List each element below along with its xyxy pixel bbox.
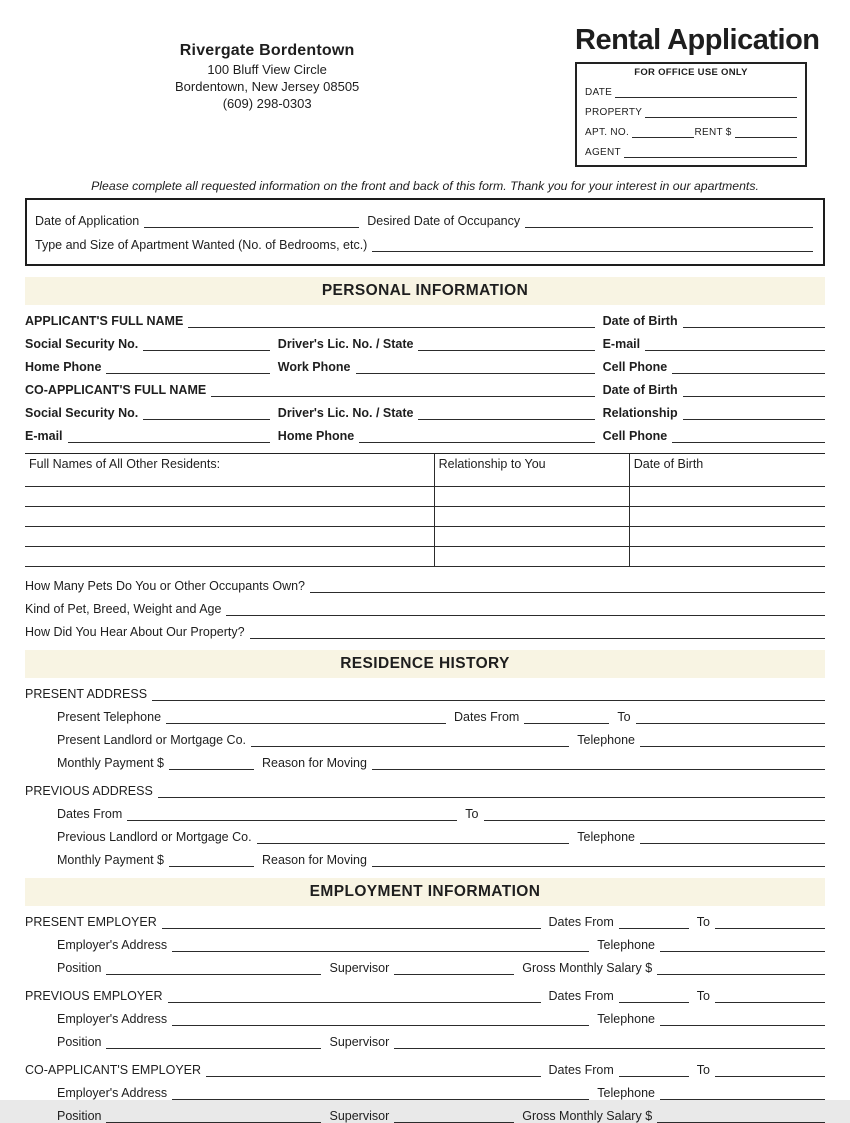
coapplicant-employer-address-row	[25, 1086, 825, 1100]
present-reason-label: Reason for Moving	[262, 756, 367, 770]
previous-employer-dates-from-input[interactable]	[619, 991, 689, 1003]
section-employment-information: EMPLOYMENT INFORMATION	[25, 878, 825, 906]
present-position-row	[25, 961, 825, 975]
applicant-ssn-label: Social Security No.	[25, 337, 139, 351]
pets-count-row	[25, 579, 825, 593]
pets-kind-row	[25, 602, 825, 616]
applicant-email-input[interactable]	[645, 339, 825, 351]
previous-employer-to-input[interactable]	[715, 991, 825, 1003]
office-rent-label: RENT $	[694, 127, 732, 138]
present-employer-address-input[interactable]	[172, 940, 589, 952]
present-employer-to-input[interactable]	[715, 917, 825, 929]
coapplicant-ids-row	[25, 406, 825, 420]
property-address-line1: 100 Bluff View Circle	[207, 62, 327, 77]
previous-employer-row	[25, 989, 825, 1003]
applicant-dob-input[interactable]	[683, 316, 825, 328]
present-dates-from-input[interactable]	[524, 712, 609, 724]
heard-about-row	[25, 625, 825, 639]
coapplicant-supervisor-label: Supervisor	[329, 1109, 390, 1123]
resident-name-cell[interactable]	[25, 547, 435, 567]
coapplicant-relationship-label: Relationship	[602, 406, 678, 420]
previous-landlord-telephone-label: Telephone	[577, 830, 635, 844]
previous-dates-to-label: To	[465, 807, 479, 821]
coapplicant-ssn-label: Social Security No.	[25, 406, 139, 420]
present-dates-to-input[interactable]	[636, 712, 825, 724]
coapplicant-email-label: E-mail	[25, 429, 63, 443]
present-employer-row	[25, 915, 825, 929]
applicant-email-label: E-mail	[602, 337, 641, 351]
date-of-application-label: Date of Application	[35, 214, 140, 228]
present-telephone-input[interactable]	[166, 712, 446, 724]
present-gross-salary-input[interactable]	[657, 963, 825, 975]
coapplicant-license-input[interactable]	[418, 408, 594, 420]
present-position-label: Position	[57, 961, 102, 975]
office-apt-no-input[interactable]	[632, 126, 694, 138]
office-agent-input[interactable]	[624, 146, 797, 158]
coapplicant-name-row	[25, 383, 825, 397]
application-date-row	[35, 214, 813, 228]
previous-employer-telephone-input[interactable]	[660, 1014, 825, 1026]
coapplicant-supervisor-input[interactable]	[394, 1111, 514, 1123]
apartment-type-row	[35, 238, 813, 252]
previous-position-row	[25, 1035, 825, 1049]
office-rent-input[interactable]	[735, 126, 797, 138]
applicant-home-phone-label: Home Phone	[25, 360, 102, 374]
coapplicant-employer-telephone-input[interactable]	[660, 1088, 825, 1100]
desired-date-label: Desired Date of Occupancy	[367, 214, 521, 228]
coapplicant-email-input[interactable]	[68, 431, 270, 443]
office-apt-rent-row	[585, 126, 797, 138]
office-agent-label: AGENT	[585, 147, 621, 158]
present-employer-input[interactable]	[162, 917, 541, 929]
previous-employer-address-label: Employer's Address	[57, 1012, 168, 1026]
present-landlord-row	[25, 733, 825, 747]
present-employer-label: PRESENT EMPLOYER	[25, 915, 157, 929]
coapplicant-gross-salary-input[interactable]	[657, 1111, 825, 1123]
application-summary-box	[25, 198, 825, 266]
resident-name-cell[interactable]	[25, 527, 435, 547]
office-date-input[interactable]	[615, 86, 797, 98]
present-employer-telephone-label: Telephone	[597, 938, 655, 952]
pets-kind-label: Kind of Pet, Breed, Weight and Age	[25, 602, 222, 616]
applicant-full-name-input[interactable]	[188, 316, 594, 328]
coapplicant-ssn-input[interactable]	[143, 408, 270, 420]
section-residence-history: RESIDENCE HISTORY	[25, 650, 825, 678]
coapplicant-position-label: Position	[57, 1109, 102, 1123]
resident-relationship-cell[interactable]	[435, 507, 630, 527]
applicant-cell-phone-input[interactable]	[672, 362, 825, 374]
present-employer-dates-from-input[interactable]	[619, 917, 689, 929]
pets-count-input[interactable]	[310, 581, 825, 593]
coapplicant-license-label: Driver's Lic. No. / State	[277, 406, 414, 420]
applicant-license-label: Driver's Lic. No. / State	[277, 337, 414, 351]
applicant-work-phone-input[interactable]	[356, 362, 595, 374]
resident-dob-cell[interactable]	[630, 507, 825, 527]
previous-employer-address-row	[25, 1012, 825, 1026]
previous-dates-row	[25, 807, 825, 821]
coapplicant-full-name-label: CO-APPLICANT'S FULL NAME	[25, 383, 207, 397]
heard-about-label: How Did You Hear About Our Property?	[25, 625, 245, 639]
coapplicant-cell-phone-label: Cell Phone	[602, 429, 668, 443]
present-telephone-label: Present Telephone	[57, 710, 162, 724]
applicant-phones-row	[25, 360, 825, 374]
present-supervisor-label: Supervisor	[329, 961, 390, 975]
previous-employer-label: PREVIOUS EMPLOYER	[25, 989, 163, 1003]
previous-monthly-payment-label: Monthly Payment $	[57, 853, 164, 867]
present-employer-address-row	[25, 938, 825, 952]
present-employer-dates-from-label: Dates From	[548, 915, 614, 929]
previous-supervisor-label: Supervisor	[329, 1035, 390, 1049]
present-landlord-label: Present Landlord or Mortgage Co.	[57, 733, 246, 747]
office-property-label: PROPERTY	[585, 107, 643, 118]
applicant-ssn-input[interactable]	[143, 339, 270, 351]
coapplicant-dob-input[interactable]	[683, 385, 825, 397]
previous-landlord-input[interactable]	[257, 832, 570, 844]
resident-name-cell[interactable]	[25, 487, 435, 507]
office-property-row	[585, 106, 797, 118]
present-address-row	[25, 687, 825, 701]
applicant-dob-label: Date of Birth	[602, 314, 678, 328]
previous-landlord-label: Previous Landlord or Mortgage Co.	[57, 830, 252, 844]
office-agent-row	[585, 146, 797, 158]
office-date-row	[585, 86, 797, 98]
previous-address-input[interactable]	[158, 786, 825, 798]
coapplicant-employer-address-input[interactable]	[172, 1088, 589, 1100]
present-address-input[interactable]	[152, 689, 825, 701]
applicant-home-phone-input[interactable]	[106, 362, 269, 374]
coapplicant-employer-dates-from-label: Dates From	[548, 1063, 614, 1077]
previous-employer-telephone-label: Telephone	[597, 1012, 655, 1026]
coapplicant-position-row	[25, 1109, 825, 1123]
coapplicant-employer-input[interactable]	[206, 1065, 540, 1077]
apartment-type-input[interactable]	[372, 240, 813, 252]
applicant-full-name-label: APPLICANT'S FULL NAME	[25, 314, 184, 328]
office-property-input[interactable]	[645, 106, 797, 118]
coapplicant-employer-row	[25, 1063, 825, 1077]
coapplicant-home-phone-label: Home Phone	[277, 429, 355, 443]
coapplicant-contact-row	[25, 429, 825, 443]
title-and-office-block	[575, 24, 820, 167]
office-apt-no-label: APT. NO.	[585, 127, 630, 138]
present-dates-to-label: To	[617, 710, 631, 724]
office-date-label: DATE	[585, 87, 613, 98]
pets-kind-input[interactable]	[226, 604, 825, 616]
residents-col-dob-header: Date of Birth	[630, 454, 825, 487]
coapplicant-employer-to-input[interactable]	[715, 1065, 825, 1077]
property-name: Rivergate Bordentown	[179, 42, 355, 59]
office-use-title: FOR OFFICE USE ONLY	[634, 67, 748, 78]
present-landlord-input[interactable]	[251, 735, 569, 747]
previous-dates-to-input[interactable]	[484, 809, 826, 821]
coapplicant-employer-to-label: To	[696, 1063, 710, 1077]
previous-dates-from-input[interactable]	[127, 809, 457, 821]
present-gross-salary-label: Gross Monthly Salary $	[522, 961, 653, 975]
previous-address-row	[25, 784, 825, 798]
previous-payment-row	[25, 853, 825, 867]
previous-employer-dates-from-label: Dates From	[548, 989, 614, 1003]
present-employer-telephone-input[interactable]	[660, 940, 825, 952]
applicant-work-phone-label: Work Phone	[277, 360, 351, 374]
previous-employer-input[interactable]	[168, 991, 541, 1003]
present-monthly-payment-label: Monthly Payment $	[57, 756, 164, 770]
residents-col-names-header: Full Names of All Other Residents:	[25, 454, 435, 487]
coapplicant-full-name-input[interactable]	[211, 385, 594, 397]
resident-relationship-cell[interactable]	[435, 527, 630, 547]
coapplicant-employer-telephone-label: Telephone	[597, 1086, 655, 1100]
resident-relationship-cell[interactable]	[435, 547, 630, 567]
desired-date-input[interactable]	[525, 216, 813, 228]
applicant-ids-row	[25, 337, 825, 351]
coapplicant-employer-dates-from-input[interactable]	[619, 1065, 689, 1077]
coapplicant-cell-phone-input[interactable]	[672, 431, 825, 443]
present-employer-to-label: To	[696, 915, 710, 929]
previous-position-label: Position	[57, 1035, 102, 1049]
present-address-label: PRESENT ADDRESS	[25, 687, 148, 701]
property-address-block	[175, 24, 359, 111]
resident-dob-cell[interactable]	[630, 487, 825, 507]
office-use-box	[575, 62, 807, 167]
form-title: Rental Application	[575, 24, 820, 56]
resident-name-cell[interactable]	[25, 507, 435, 527]
coapplicant-employer-label: CO-APPLICANT'S EMPLOYER	[25, 1063, 202, 1077]
previous-landlord-row	[25, 830, 825, 844]
previous-reason-input[interactable]	[372, 855, 825, 867]
resident-relationship-cell[interactable]	[435, 487, 630, 507]
previous-monthly-payment-input[interactable]	[169, 855, 254, 867]
present-telephone-row	[25, 710, 825, 724]
coapplicant-home-phone-input[interactable]	[359, 431, 594, 443]
coapplicant-dob-label: Date of Birth	[602, 383, 678, 397]
present-position-input[interactable]	[106, 963, 321, 975]
previous-supervisor-input[interactable]	[394, 1037, 825, 1049]
apartment-type-label: Type and Size of Apartment Wanted (No. of Bedrooms, etc.)	[35, 238, 368, 252]
property-address-line2: Bordentown, New Jersey 08505	[175, 79, 360, 94]
previous-employer-to-label: To	[696, 989, 710, 1003]
present-reason-input[interactable]	[372, 758, 825, 770]
pets-count-label: How Many Pets Do You or Other Occupants Own?	[25, 579, 305, 593]
previous-landlord-telephone-input[interactable]	[640, 832, 825, 844]
residents-col-relationship-header: Relationship to You	[435, 454, 630, 487]
applicant-license-input[interactable]	[418, 339, 594, 351]
present-landlord-telephone-label: Telephone	[577, 733, 635, 747]
present-employer-address-label: Employer's Address	[57, 938, 168, 952]
section-personal-information: PERSONAL INFORMATION	[25, 277, 825, 305]
applicant-name-row	[25, 314, 825, 328]
intro-instructions: Please complete all requested information on the front and back of this form. Thank you for your interest in our apartments.	[91, 179, 759, 193]
previous-employer-address-input[interactable]	[172, 1014, 589, 1026]
other-residents-table	[25, 453, 825, 567]
previous-position-input[interactable]	[106, 1037, 321, 1049]
heard-about-input[interactable]	[250, 627, 825, 639]
present-payment-row	[25, 756, 825, 770]
present-landlord-telephone-input[interactable]	[640, 735, 825, 747]
date-of-application-input[interactable]	[144, 216, 359, 228]
resident-dob-cell[interactable]	[630, 547, 825, 567]
applicant-cell-phone-label: Cell Phone	[602, 360, 668, 374]
coapplicant-gross-salary-label: Gross Monthly Salary $	[522, 1109, 653, 1123]
form-header	[25, 24, 825, 167]
previous-reason-label: Reason for Moving	[262, 853, 367, 867]
present-supervisor-input[interactable]	[394, 963, 514, 975]
previous-address-label: PREVIOUS ADDRESS	[25, 784, 153, 798]
present-dates-from-label: Dates From	[454, 710, 520, 724]
previous-dates-from-label: Dates From	[57, 807, 123, 821]
coapplicant-employer-address-label: Employer's Address	[57, 1086, 168, 1100]
coapplicant-relationship-input[interactable]	[683, 408, 825, 420]
resident-dob-cell[interactable]	[630, 527, 825, 547]
property-phone: (609) 298-0303	[222, 96, 312, 111]
present-monthly-payment-input[interactable]	[169, 758, 254, 770]
coapplicant-position-input[interactable]	[106, 1111, 321, 1123]
